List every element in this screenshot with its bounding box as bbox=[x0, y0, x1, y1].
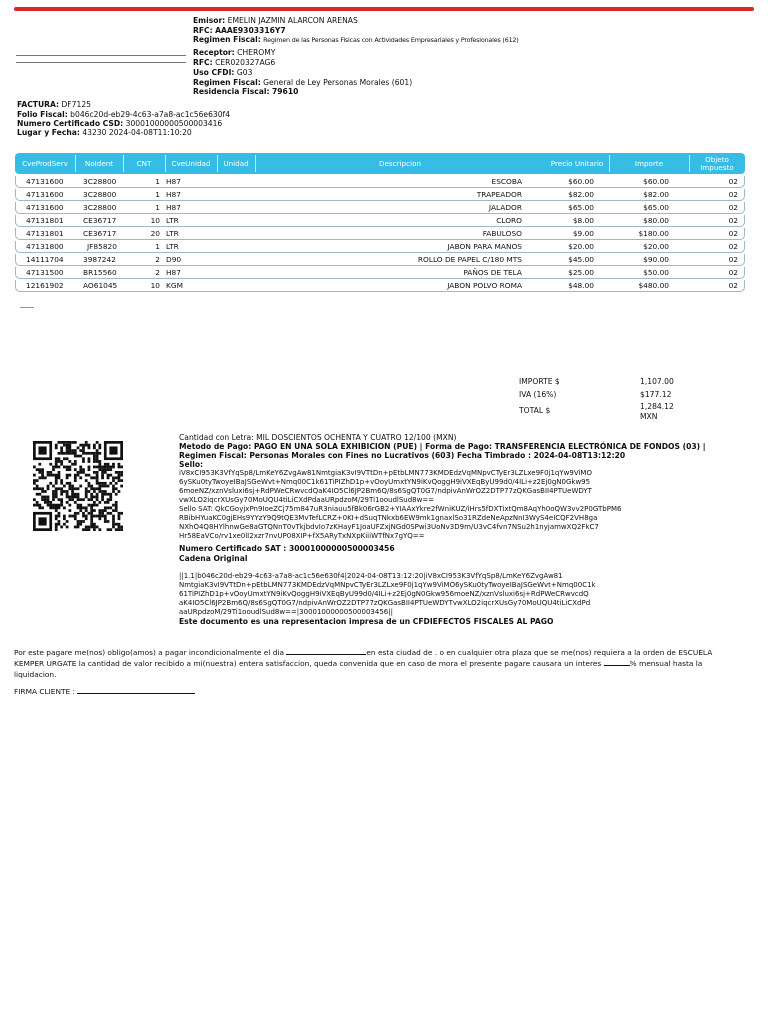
sello-line: vwXLO2iqcrXUsGy70MoUQU4tiLiCXdPdaaURpdzoM/29Ti1ooudlSud8w== bbox=[179, 496, 435, 504]
receptor-name: CHEROMY bbox=[237, 48, 276, 57]
cell-noident: 3C28800 bbox=[83, 190, 117, 199]
cell-precio: $20.00 bbox=[568, 242, 594, 251]
cell-objeto: 02 bbox=[728, 281, 738, 290]
cell-cnt: 10 bbox=[150, 216, 160, 225]
sello-line: 6moeNZ/xznVsluxi6sj+RdPWeCRwvcdQaK4IO5Cl6JP2Bm6Q/8s6SgQT0G7/ndpivAnWrOZ2DTP77zQKGasBII4PTUeWDYT bbox=[179, 487, 592, 495]
receptor-rfc: CER020327AG6 bbox=[215, 58, 276, 67]
cell-descripcion: CLORO bbox=[496, 216, 522, 225]
cell-precio: $8.00 bbox=[572, 216, 594, 225]
cell-importe: $50.00 bbox=[643, 268, 669, 277]
cell-precio: $25.00 bbox=[568, 268, 594, 277]
emisor-regimen: Regimen de las Personas Fisicas con Actividades Empresariales y Profesionales (612) bbox=[263, 36, 519, 44]
lugar-fecha-label: Lugar y Fecha: bbox=[17, 128, 80, 137]
cell-cnt: 1 bbox=[155, 177, 160, 186]
total-value: 1,284.12 bbox=[640, 402, 674, 411]
cell-descripcion: ESCOBA bbox=[491, 177, 522, 186]
interest-blank-line bbox=[604, 658, 630, 666]
divider bbox=[16, 55, 186, 56]
cell-noident: BR15560 bbox=[83, 268, 117, 277]
sello-sat-line: Hr58EaVCo/rv1xe0lI2xzr7nvUP08XIP+fX5ARyTxNXpKiiiWTfNx7gYQ== bbox=[179, 532, 425, 540]
cell-noident: CE36717 bbox=[83, 229, 117, 238]
cell-cnt: 1 bbox=[155, 203, 160, 212]
cell-objeto: 02 bbox=[728, 242, 738, 251]
date-blank-line bbox=[286, 647, 366, 655]
cell-descripcion: JALADOR bbox=[488, 203, 522, 212]
receptor-label: Receptor: bbox=[193, 48, 235, 57]
signature-line bbox=[77, 686, 195, 694]
uso-cfdi-label: Uso CFDI: bbox=[193, 68, 235, 77]
cell-noident: 3987242 bbox=[83, 255, 116, 264]
emisor-regimen-label: Regimen Fiscal: bbox=[193, 35, 261, 44]
cell-importe: $90.00 bbox=[643, 255, 669, 264]
cell-objeto: 02 bbox=[728, 229, 738, 238]
cell-noident: 3C28800 bbox=[83, 203, 117, 212]
cell-noident: CE36717 bbox=[83, 216, 117, 225]
cell-descripcion: ROLLO DE PAPEL C/180 MTS bbox=[417, 255, 522, 264]
cell-objeto: 02 bbox=[728, 190, 738, 199]
cell-noident: JF85820 bbox=[87, 242, 117, 251]
cell-cve: 47131801 bbox=[26, 229, 64, 238]
cell-cnt: 10 bbox=[150, 281, 160, 290]
cell-precio: $9.00 bbox=[572, 229, 594, 238]
cell-objeto: 02 bbox=[728, 203, 738, 212]
regimen-timbrado: Regimen Fiscal: Personas Morales con Fines no Lucrativos (603) Fecha Timbrado : 2024-04-08T13:12:20 bbox=[179, 451, 626, 460]
table-row bbox=[15, 280, 745, 292]
col-header-importe: Importe bbox=[634, 158, 664, 168]
cell-unidad: H87 bbox=[166, 268, 181, 277]
cell-cnt: 20 bbox=[150, 229, 160, 238]
cell-cve: 47131600 bbox=[26, 203, 64, 212]
cantidad-letra: Cantidad con Letra: MIL DOSCIENTOS OCHENTA Y CUATRO 12/100 (MXN) bbox=[179, 433, 457, 442]
col-header-noident: NoIdent bbox=[84, 158, 114, 168]
cell-cnt: 2 bbox=[155, 255, 160, 264]
emisor-rfc-label: RFC: bbox=[193, 26, 213, 35]
iva-label: IVA (16%) bbox=[519, 390, 557, 399]
cadena-line: aK4IO5Cl6JP2Bm6Q/8s6SgQT0G7/ndpivAnWrOZ2DTP77zQKGasBII4PTUeWDYTvwXLO2iqcrXUsGy70MoUQU4tiLiCXdPd bbox=[179, 599, 591, 607]
cell-noident: AO61045 bbox=[83, 281, 118, 290]
cell-objeto: 02 bbox=[728, 268, 738, 277]
table-row bbox=[15, 202, 745, 214]
cell-importe: $65.00 bbox=[643, 203, 669, 212]
col-header-unidad: Unidad bbox=[223, 158, 249, 168]
receptor-rfc-label: RFC: bbox=[193, 58, 213, 67]
certificado-csd: 30001000000500003416 bbox=[125, 119, 223, 128]
firma-cliente bbox=[14, 686, 195, 696]
cell-precio: $82.00 bbox=[568, 190, 594, 199]
divider bbox=[20, 307, 34, 308]
cell-unidad: D90 bbox=[166, 255, 182, 264]
items-table-header bbox=[15, 153, 745, 174]
table-row bbox=[15, 228, 745, 240]
folio-label: Folio Fiscal: bbox=[17, 110, 68, 119]
cell-objeto: 02 bbox=[728, 177, 738, 186]
sello-sat-line: NXhO4Q8HYlhnwGe8aGTQNnT0vTkjbdvIo7zKHayF1JoaUFZxjNGd0SPwi3UoNv3D9m/U3vC4fvn7NSu2h1nyjamwXQ2FkC7 bbox=[179, 523, 599, 531]
cell-descripcion: TRAPEADOR bbox=[476, 190, 522, 199]
top-accent-bar bbox=[14, 7, 754, 11]
factura-number: DF7125 bbox=[61, 100, 91, 109]
sello-label: Sello: bbox=[179, 460, 204, 469]
cell-descripcion: PAÑOS DE TELA bbox=[463, 268, 522, 277]
cell-importe: $480.00 bbox=[638, 281, 669, 290]
importe-value: 1,107.00 bbox=[640, 377, 674, 386]
cell-unidad: H87 bbox=[166, 203, 181, 212]
certificado-sat: Numero Certificado SAT : 30001000000500003456 bbox=[179, 544, 395, 553]
col-header-cveprodserv: CveProdServ bbox=[22, 158, 68, 168]
emisor-name: EMELIN JAZMIN ALARCON ARENAS bbox=[227, 16, 358, 25]
cadena-line: 61TiPIZhD1p+vOoyUmxtYN9iKvQoggH9iVXEqByU99d0/4ILi+z2Ej0gN0Gkw956moeNZ/xznVsluxi6sj+RdPWeCRwvcdQ bbox=[179, 590, 589, 598]
sello-sat-line: RBibHYuaKC0gjEHs9YYzY9Q9tQE3MvTefLCRZ+0KI+dSuqTNkxb6EW9mk1gnaxlSo31RZdeNeApzNnI3WyS4eICQF2VH8ga bbox=[179, 514, 598, 522]
cell-noident: 3C28800 bbox=[83, 177, 117, 186]
cell-importe: $60.00 bbox=[643, 177, 669, 186]
divider bbox=[16, 62, 186, 63]
cell-cve: 47131500 bbox=[26, 268, 64, 277]
cell-unidad: LTR bbox=[166, 229, 179, 238]
cell-cnt: 2 bbox=[155, 268, 160, 277]
cell-descripcion: JABON POLVO ROMA bbox=[447, 281, 522, 290]
cell-descripcion: FABULOSO bbox=[482, 229, 522, 238]
cell-cnt: 1 bbox=[155, 190, 160, 199]
col-header-precio: Precio Unitario bbox=[550, 158, 604, 168]
pagare-part: % mensual hasta la bbox=[629, 659, 703, 668]
emisor-label: Emisor: bbox=[193, 16, 226, 25]
cell-unidad: LTR bbox=[166, 242, 179, 251]
folio-fiscal: b046c20d-eb29-4c63-a7a8-ac1c56e630f4 bbox=[70, 110, 231, 119]
total-currency: MXN bbox=[640, 412, 658, 421]
col-header-cveunidad: CveUnidad bbox=[171, 158, 211, 168]
representacion-impresa: Este documento es una representacion impresa de un CFDIEFECTOS FISCALES AL PAGO bbox=[179, 617, 554, 626]
col-header-descripcion: Descripcion bbox=[378, 158, 422, 168]
pagare-part: liquidacion. bbox=[14, 670, 57, 679]
firma-label: FIRMA CLIENTE : bbox=[14, 687, 76, 696]
cell-unidad: H87 bbox=[166, 177, 181, 186]
table-row bbox=[15, 241, 745, 253]
col-header-objeto: Objeto Impuesto bbox=[700, 154, 734, 172]
cadena-line: aaURpdzoM/29Ti1ooudlSud8w==|30001000000500003456|| bbox=[179, 608, 393, 616]
pagare-part: en esta ciudad de . o en cualquier otra plaza que se me(nos) requiera a la orden de ESCUELA bbox=[366, 648, 713, 657]
cell-precio: $65.00 bbox=[568, 203, 594, 212]
pagare-part: KEMPER URGATE la cantidad de valor recibido a mi(nuestra) entera satisfaccion, queda convenida que en caso de mora el presente pagare causara un interes bbox=[14, 659, 602, 668]
table-row bbox=[15, 254, 745, 266]
table-row bbox=[15, 215, 745, 227]
cadena-original-label: Cadena Original bbox=[179, 554, 248, 563]
table-row bbox=[15, 267, 745, 279]
pagare-text bbox=[14, 647, 744, 680]
cell-unidad: H87 bbox=[166, 190, 181, 199]
cell-cve: 14111704 bbox=[26, 255, 64, 264]
cell-precio: $60.00 bbox=[568, 177, 594, 186]
cell-cve: 47131600 bbox=[26, 190, 64, 199]
cell-unidad: LTR bbox=[166, 216, 179, 225]
factura-label: FACTURA: bbox=[17, 100, 60, 109]
cadena-line: NmtgiaK3vI9VTtDn+pEtbLMN773KMDEdzVqMNpvCTyEr3LZLxe9F0j1qYw9ViMO6ySKu0tyTwoyeIBaJSGeWvt+Nmq00C1k bbox=[179, 581, 596, 589]
total-label: TOTAL $ bbox=[519, 406, 551, 415]
iva-value: $177.12 bbox=[640, 390, 672, 399]
sello-sat-line: Sello SAT: QkCGoyjxPn9IoeZCj75m847uR3niauu5fBk06rGB2+YIAAxYkre2fWniKUZ/iHrs5fDXTixtQm8AqYh0oQW3vv2P0GTbPM6 bbox=[179, 505, 622, 513]
cell-importe: $20.00 bbox=[643, 242, 669, 251]
table-row bbox=[15, 189, 745, 201]
cell-cve: 47131600 bbox=[26, 177, 64, 186]
cell-cve: 12161902 bbox=[26, 281, 64, 290]
residencia: 79610 bbox=[271, 87, 299, 96]
cell-cnt: 1 bbox=[155, 242, 160, 251]
cell-precio: $45.00 bbox=[568, 255, 594, 264]
col-header-cnt: CNT bbox=[136, 158, 152, 168]
cell-objeto: 02 bbox=[728, 255, 738, 264]
cell-cve: 47131801 bbox=[26, 216, 64, 225]
certificado-label: Numero Certificado CSD: bbox=[17, 119, 124, 128]
cell-descripcion: JABON PARA MANOS bbox=[447, 242, 522, 251]
qr-code bbox=[33, 441, 123, 531]
cell-objeto: 02 bbox=[728, 216, 738, 225]
receptor-regimen: General de Ley Personas Morales (601) bbox=[263, 78, 413, 87]
uso-cfdi: G03 bbox=[236, 68, 253, 77]
cell-unidad: KGM bbox=[166, 281, 183, 290]
sello-line: iV8xCI953K3VfYqSp8/LmKeY6ZvgAw81NmtgiaK3vI9VTtDn+pEtbLMN773KMDEdzVqMNpvCTyEr3LZLxe9F0j1qYw9ViMO bbox=[179, 469, 592, 477]
pagare-part: Por este pagare me(nos) obligo(amos) a pagar incondicionalmente el dia bbox=[14, 648, 284, 657]
cell-importe: $180.00 bbox=[638, 229, 669, 238]
emisor-rfc: AAAE9303316Y7 bbox=[215, 26, 286, 35]
cell-importe: $82.00 bbox=[643, 190, 669, 199]
table-row bbox=[15, 176, 745, 188]
cell-cve: 47131800 bbox=[26, 242, 64, 251]
receptor-regimen-label: Regimen Fiscal: bbox=[193, 78, 261, 87]
cell-precio: $48.00 bbox=[568, 281, 594, 290]
residencia-label: Residencia Fiscal: bbox=[193, 87, 270, 96]
sello-line: 6ySKu0tyTwoyeIBaJSGeWvt+Nmq00C1k61TiPIZhD1p+vOoyUmxtYN9iKvQoggH9iVXEqByU99d0/4ILi+z2Ej0gN0Gkw95 bbox=[179, 478, 591, 486]
lugar-fecha: 43230 2024-04-08T11:10:20 bbox=[82, 128, 192, 137]
cadena-line: ||1.1|b046c20d-eb29-4c63-a7a8-ac1c56e630f4|2024-04-08T13:12:20|iV8xCI953K3VfYqSp8/LmKeY6ZvgAw81 bbox=[179, 572, 563, 580]
cell-importe: $80.00 bbox=[643, 216, 669, 225]
metodo-pago: Metodo de Pago: PAGO EN UNA SOLA EXHIBICION (PUE) | Forma de Pago: TRANSFERENCIA ELECTRÓNICA DE FONDOS (03) | bbox=[179, 442, 706, 451]
importe-label: IMPORTE $ bbox=[519, 377, 560, 386]
